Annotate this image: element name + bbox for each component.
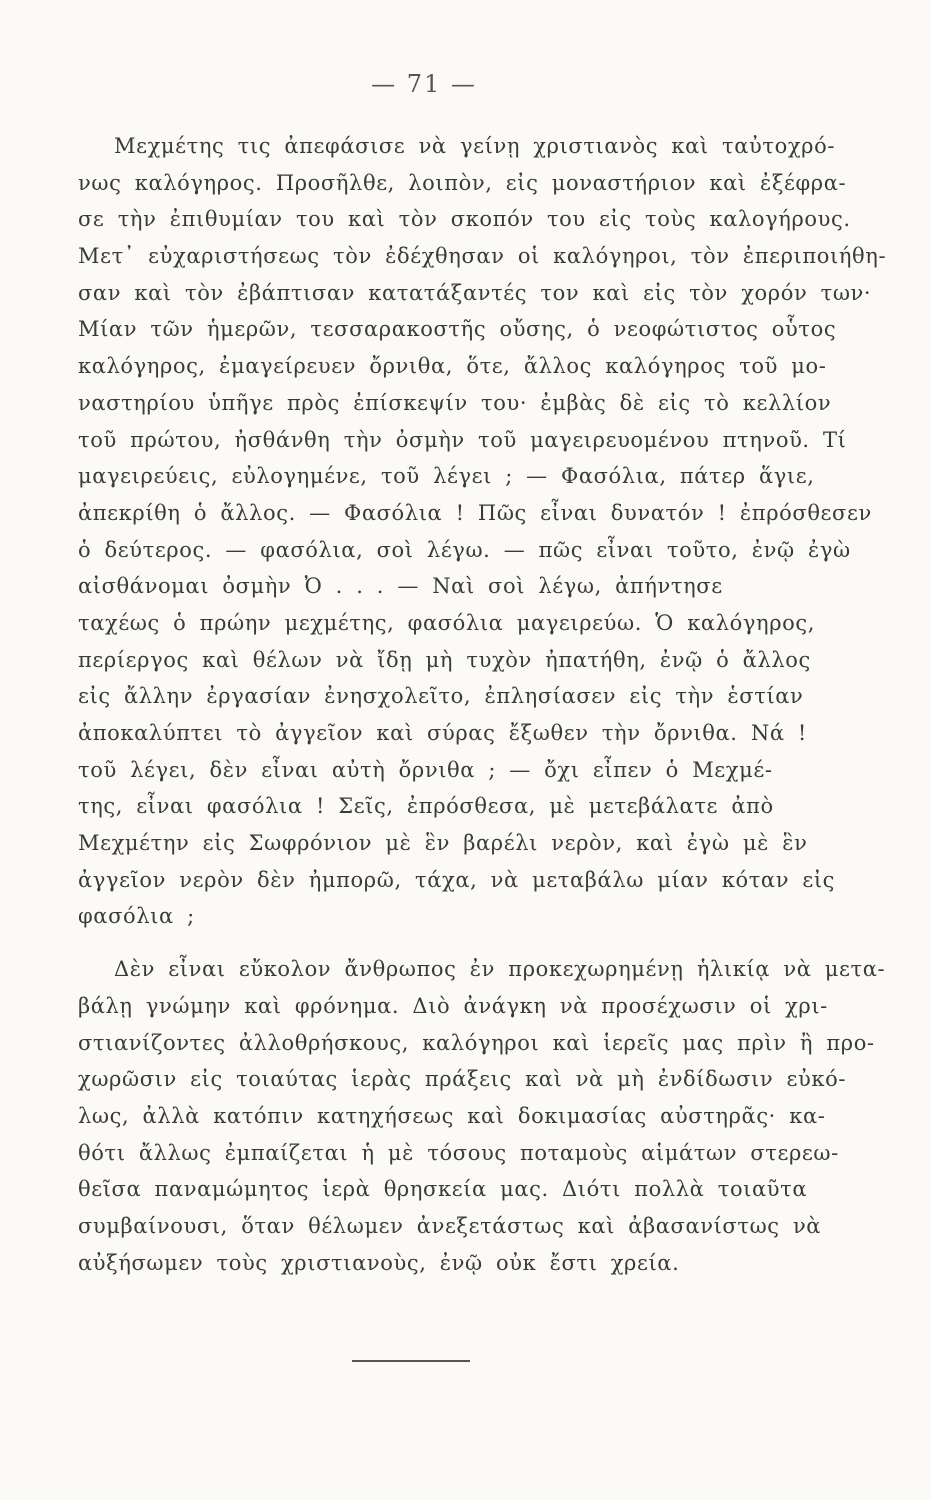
page-number: — 71 — xyxy=(371,70,477,98)
paragraph-1 xyxy=(78,128,887,935)
text-line: ταχέως ὁ πρώην μεχμέτης, φασόλια μαγειρεύω. Ὁ καλόγηρος, xyxy=(78,610,816,635)
text-line: λως, ἀλλὰ κατόπιν κατηχήσεως καὶ δοκιμασίας αὐστηρᾶς· κα- xyxy=(78,1103,826,1128)
paragraph-gap xyxy=(78,935,798,951)
text-line: χωρῶσιν εἰς τοιαύτας ἱερὰς πράξεις καὶ νὰ μὴ ἐνδίδωσιν εὐκό- xyxy=(78,1067,847,1092)
text-line: Μίαν τῶν ἡμερῶν, τεσσαρακοστῆς οὔσης, ὁ νεοφώτιστος οὗτος xyxy=(78,317,837,342)
text-line: ὁ δεύτερος. — φασόλια, σοὶ λέγω. — πῶς εἶναι τοῦτο, ἐνῷ ἐγὼ xyxy=(78,537,851,562)
text-line: στιανίζοντες ἀλλοθρήσκους, καλόγηροι καὶ ἱερεῖς μας πρὶν ἢ προ- xyxy=(78,1030,875,1055)
text-line: βάλῃ γνώμην καὶ φρόνημα. Διὸ ἀνάγκη νὰ προσέχωσιν οἱ χρι- xyxy=(78,993,828,1018)
text-line: φασόλια ; xyxy=(78,904,195,929)
end-rule xyxy=(352,1360,470,1362)
text-line: της, εἶναι φασόλια ! Σεῖς, ἐπρόσθεσα, μὲ μετεβάλατε ἀπὸ xyxy=(78,794,774,819)
text-line: καλόγηρος, ἐμαγείρευεν ὄρνιθα, ὅτε, ἄλλος καλόγηρος τοῦ μο- xyxy=(78,354,827,379)
text-line: ἀγγεῖον νερὸν δὲν ἠμπορῶ, τάχα, νὰ μεταβάλω μίαν κόταν εἰς xyxy=(78,867,836,892)
text-line: συμβαίνουσι, ὅταν θέλωμεν ἀνεξετάστως καὶ ἀβασανίστως νὰ xyxy=(78,1213,822,1238)
text-line: Δὲν εἶναι εὔκολον ἄνθρωπος ἐν προκεχωρημένῃ ἡλικίᾳ νὰ μετα- xyxy=(114,957,886,982)
text-line: θεῖσα παναμώμητος ἱερὰ θρησκεία μας. Διότι πολλὰ τοιαῦτα xyxy=(78,1177,808,1202)
text-line: σαν καὶ τὸν ἐβάπτισαν κατατάξαντές τον καὶ εἰς τὸν χορόν των· xyxy=(78,280,872,305)
text-line: θότι ἄλλως ἐμπαίζεται ἡ μὲ τόσους ποταμοὺς αἱμάτων στερεω- xyxy=(78,1140,839,1165)
body-text xyxy=(78,128,887,1281)
text-line: Μετ᾽ εὐχαριστήσεως τὸν ἐδέχθησαν οἱ καλόγηροι, τὸν ἐπεριποιήθη- xyxy=(78,244,887,269)
text-line: Μεχμέτην εἰς Σωφρόνιον μὲ ἓν βαρέλι νερὸν, καὶ ἐγὼ μὲ ἓν xyxy=(78,831,808,856)
text-line: αἰσθάνομαι ὀσμὴν Ὀ . . . — Ναὶ σοὶ λέγω, ἀπήντησε xyxy=(78,574,723,599)
text-line: νως καλόγηρος. Προσῆλθε, λοιπὸν, εἰς μοναστήριον καὶ ἐξέφρα- xyxy=(78,170,847,195)
text-line: αὐξήσωμεν τοὺς χριστιανοὺς, ἐνῷ οὐκ ἔστι χρεία. xyxy=(78,1250,680,1275)
text-line: εἰς ἄλλην ἐργασίαν ἐνησχολεῖτο, ἐπλησίασεν εἰς τὴν ἑστίαν xyxy=(78,684,804,709)
text-line: σε τὴν ἐπιθυμίαν του καὶ τὸν σκοπόν του εἰς τοὺς καλογήρους. xyxy=(78,207,851,232)
text-line: ναστηρίου ὑπῆγε πρὸς ἐπίσκεψίν του· ἐμβὰς δὲ εἰς τὸ κελλίον xyxy=(78,390,832,415)
text-line: μαγειρεύεις, εὐλογημένε, τοῦ λέγει ; — Φασόλια, πάτερ ἅγιε, xyxy=(78,464,815,489)
text-line: ἀπεκρίθη ὁ ἄλλος. — Φασόλια ! Πῶς εἶναι δυνατόν ! ἐπρόσθεσεν xyxy=(78,500,872,525)
text-line: ἀποκαλύπτει τὸ ἀγγεῖον καὶ σύρας ἔξωθεν τὴν ὄρνιθα. Νά ! xyxy=(78,721,807,745)
text-line: τοῦ πρώτου, ἠσθάνθη τὴν ὀσμὴν τοῦ μαγειρευομένου πτηνοῦ. Τί xyxy=(78,427,847,452)
paragraph-2 xyxy=(78,951,886,1281)
text-line: Μεχμέτης τις ἀπεφάσισε νὰ γείνῃ χριστιανὸς καὶ ταὐτοχρό- xyxy=(114,134,836,158)
text-line: τοῦ λέγει, δὲν εἶναι αὐτὴ ὄρνιθα ; — ὄχι εἶπεν ὁ Μεχμέ- xyxy=(78,757,773,782)
text-line: περίεργος καὶ θέλων νὰ ἴδῃ μὴ τυχὸν ἠπατήθη, ἐνῷ ὁ ἄλλος xyxy=(78,647,811,672)
